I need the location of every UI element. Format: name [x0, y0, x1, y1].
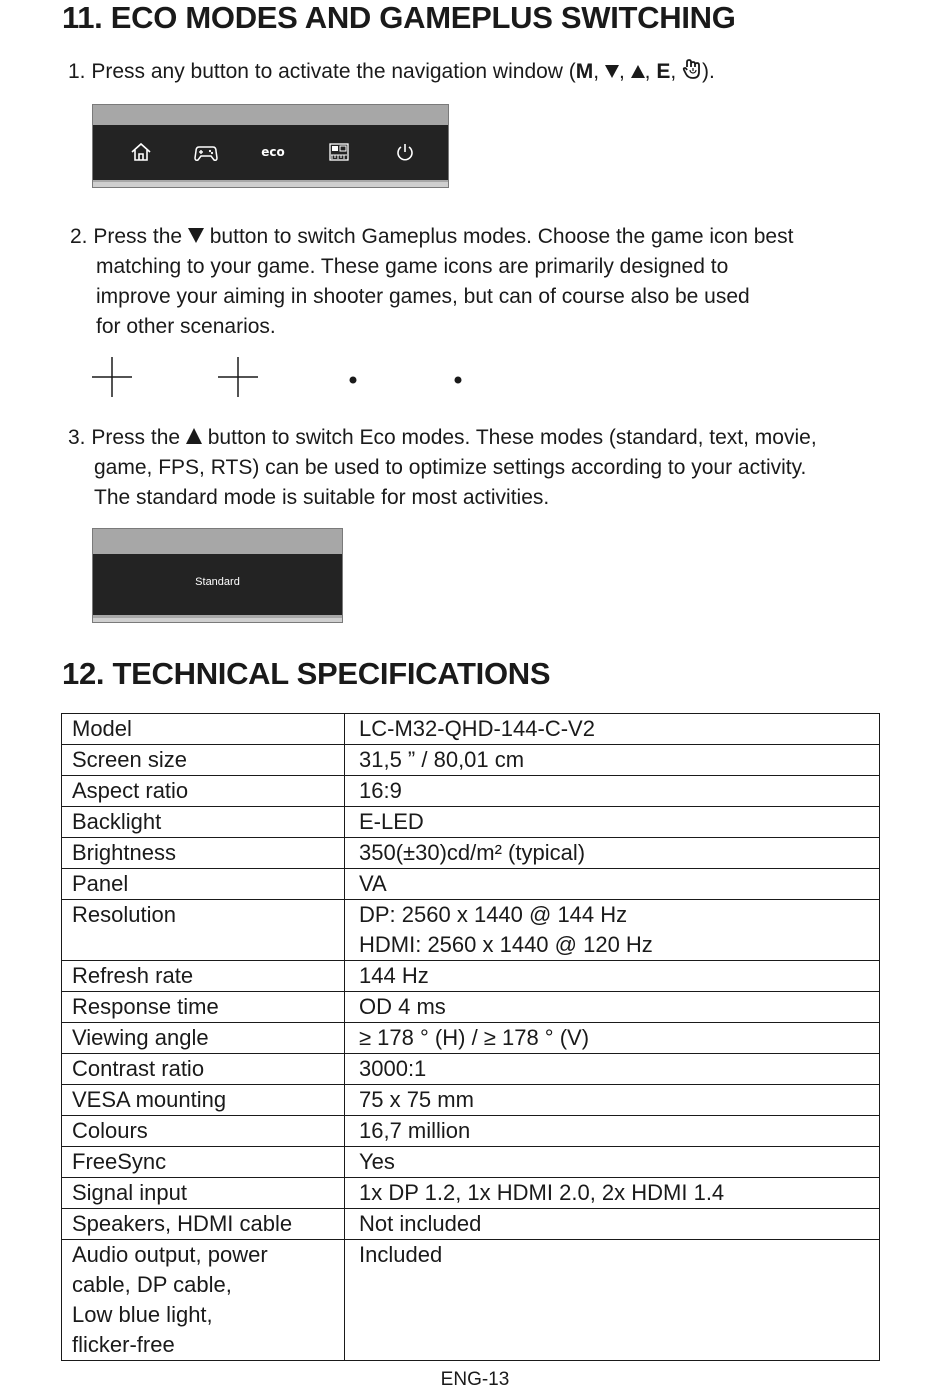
power-hand-icon — [682, 58, 702, 80]
eco-mode-label: Standard — [195, 576, 240, 588]
spec-key: Panel — [72, 871, 129, 896]
table-row — [62, 1116, 880, 1147]
navigation-bar — [93, 125, 448, 180]
spec-key-cell — [62, 1209, 345, 1240]
spec-value-cell — [345, 900, 880, 961]
spec-key: Contrast ratio — [72, 1056, 205, 1081]
step-2-rest: button to switch Gameplus modes. Choose the game icon best — [209, 225, 794, 248]
spec-value: 3000:1 — [359, 1056, 427, 1081]
spec-value-cell — [345, 838, 880, 869]
eco-mode-bar — [93, 554, 342, 615]
down-triangle-icon — [188, 227, 204, 243]
spec-key: Speakers, HDMI cable — [72, 1211, 293, 1236]
eco-icon[interactable] — [260, 139, 286, 165]
table-row — [62, 1147, 880, 1178]
table-row — [62, 714, 880, 745]
spec-value: OD 4 ms — [359, 994, 446, 1019]
spec-key-cell — [62, 1023, 345, 1054]
spec-key-cell — [62, 838, 345, 869]
step-2-line: improve your aiming in shooter games, but can of course also be used — [96, 285, 750, 308]
spec-value: Not included — [359, 1211, 482, 1236]
spec-value-cell — [345, 992, 880, 1023]
spec-key: Refresh rate — [72, 963, 194, 988]
table-row — [62, 900, 880, 961]
step-2-line: for other scenarios. — [96, 315, 276, 338]
spec-value-cell — [345, 714, 880, 745]
page-number: ENG-13 — [440, 1369, 510, 1390]
table-row — [62, 961, 880, 992]
spec-key: Model — [72, 716, 132, 741]
table-row — [62, 869, 880, 900]
spec-key: Viewing angle — [72, 1025, 209, 1050]
crosshair-icon — [218, 357, 258, 397]
spec-key: Colours — [72, 1118, 148, 1143]
key-m: M — [575, 60, 594, 83]
spec-key: Response time — [72, 994, 219, 1019]
step-2-prefix: 2. Press the — [70, 225, 183, 248]
spec-key-cell — [62, 1147, 345, 1178]
spec-value-cell — [345, 1178, 880, 1209]
section-11-title: 11. ECO MODES AND GAMEPLUS SWITCHING — [62, 0, 736, 35]
home-icon[interactable] — [128, 139, 154, 165]
up-triangle-icon — [631, 65, 645, 78]
spec-key-cell — [62, 869, 345, 900]
table-row — [62, 1178, 880, 1209]
dot-crosshair-icon — [453, 372, 463, 390]
spec-key: Backlight — [72, 809, 162, 834]
spec-key: Low blue light, — [72, 1302, 213, 1327]
spec-key-cell — [62, 1116, 345, 1147]
spec-key: cable, DP cable, — [72, 1272, 232, 1297]
step-3-line: game, FPS, RTS) can be used to optimize settings according to your activity. — [94, 456, 807, 479]
spec-value-cell — [345, 869, 880, 900]
gamepad-icon[interactable] — [193, 139, 219, 165]
spec-value-cell — [345, 1209, 880, 1240]
spec-value-cell — [345, 1147, 880, 1178]
specifications-table — [61, 713, 880, 1361]
spec-value: 144 Hz — [359, 963, 429, 988]
spec-value: ≥ 178 ° (H) / ≥ 178 ° (V) — [359, 1025, 590, 1050]
spec-key-cell — [62, 1178, 345, 1209]
spec-key: flicker-free — [72, 1332, 175, 1357]
spec-value: 350(±30)cd/m² (typical) — [359, 840, 586, 865]
spec-value-cell — [345, 1240, 880, 1361]
spec-key: Resolution — [72, 902, 176, 927]
table-row — [62, 1085, 880, 1116]
spec-key-cell — [62, 1085, 345, 1116]
spec-value: 16,7 million — [359, 1118, 471, 1143]
step-1-text: 1. Press any button to activate the navigation window (M, , , E, ). — [68, 60, 715, 83]
spec-key: Brightness — [72, 840, 176, 865]
step-3-line: The standard mode is suitable for most activities. — [94, 486, 550, 509]
spec-value: Included — [359, 1242, 443, 1267]
table-row — [62, 776, 880, 807]
spec-key: Audio output, power — [72, 1242, 268, 1267]
spec-key-cell — [62, 900, 345, 961]
step-3-prefix: 3. Press the — [68, 426, 181, 449]
table-row — [62, 1209, 880, 1240]
step-1-end: ). — [702, 60, 715, 83]
spec-value-cell — [345, 1116, 880, 1147]
spec-value-cell — [345, 745, 880, 776]
spec-key: Aspect ratio — [72, 778, 189, 803]
table-row — [62, 992, 880, 1023]
spec-key: VESA mounting — [72, 1087, 227, 1112]
power-icon[interactable] — [392, 139, 418, 165]
spec-value: 1x DP 1.2, 1x HDMI 2.0, 2x HDMI 1.4 — [359, 1180, 725, 1205]
spec-value-cell — [345, 1085, 880, 1116]
eco-icon-label: eco — [261, 145, 285, 159]
spec-key: FreeSync — [72, 1149, 167, 1174]
table-row — [62, 745, 880, 776]
spec-key-cell — [62, 745, 345, 776]
dot-crosshair-icon — [348, 372, 358, 390]
spec-key-cell — [62, 807, 345, 838]
step-2-text — [70, 222, 793, 342]
key-e: E — [656, 60, 671, 83]
spec-value: LC-M32-QHD-144-C-V2 — [359, 716, 595, 741]
spec-key-cell — [62, 992, 345, 1023]
eco-mode-window — [92, 528, 343, 623]
spec-value-cell — [345, 1054, 880, 1085]
table-row — [62, 1054, 880, 1085]
spec-value: 31,5 ” / 80,01 cm — [359, 747, 525, 772]
section-12-title: 12. TECHNICAL SPECIFICATIONS — [62, 656, 551, 691]
table-row — [62, 807, 880, 838]
spec-value-cell — [345, 1023, 880, 1054]
spec-value-cell — [345, 961, 880, 992]
spec-value: HDMI: 2560 x 1440 @ 120 Hz — [359, 932, 653, 957]
table-row — [62, 1240, 880, 1361]
navigation-bottom-line — [93, 182, 448, 187]
up-triangle-icon — [186, 428, 202, 444]
eco-bottom-line — [93, 618, 342, 622]
spec-key-cell — [62, 1054, 345, 1085]
spec-key: Signal input — [72, 1180, 187, 1205]
crosshair-icon — [92, 357, 132, 397]
spec-key: Screen size — [72, 747, 187, 772]
navigation-window — [92, 104, 449, 188]
step-3-text — [68, 423, 817, 513]
step-2-line: matching to your game. These game icons are primarily designed to — [96, 255, 729, 278]
step-1-intro: 1. Press any button to activate the navigation window ( — [68, 60, 576, 83]
table-row — [62, 1023, 880, 1054]
down-triangle-icon — [605, 65, 619, 78]
spec-value: DP: 2560 x 1440 @ 144 Hz — [359, 902, 628, 927]
spec-key-cell — [62, 1240, 345, 1361]
spec-value: Yes — [359, 1149, 395, 1174]
spec-value-cell — [345, 776, 880, 807]
spec-key-cell — [62, 776, 345, 807]
spec-value: E-LED — [359, 809, 424, 834]
step-3-rest: button to switch Eco modes. These modes (standard, text, movie, — [207, 426, 817, 449]
ruler-icon[interactable] — [326, 139, 352, 165]
spec-key-cell — [62, 714, 345, 745]
spec-value-cell — [345, 807, 880, 838]
table-row — [62, 838, 880, 869]
spec-value: VA — [359, 871, 387, 896]
spec-value: 75 x 75 mm — [359, 1087, 474, 1112]
spec-value: 16:9 — [359, 778, 402, 803]
spec-key-cell — [62, 961, 345, 992]
